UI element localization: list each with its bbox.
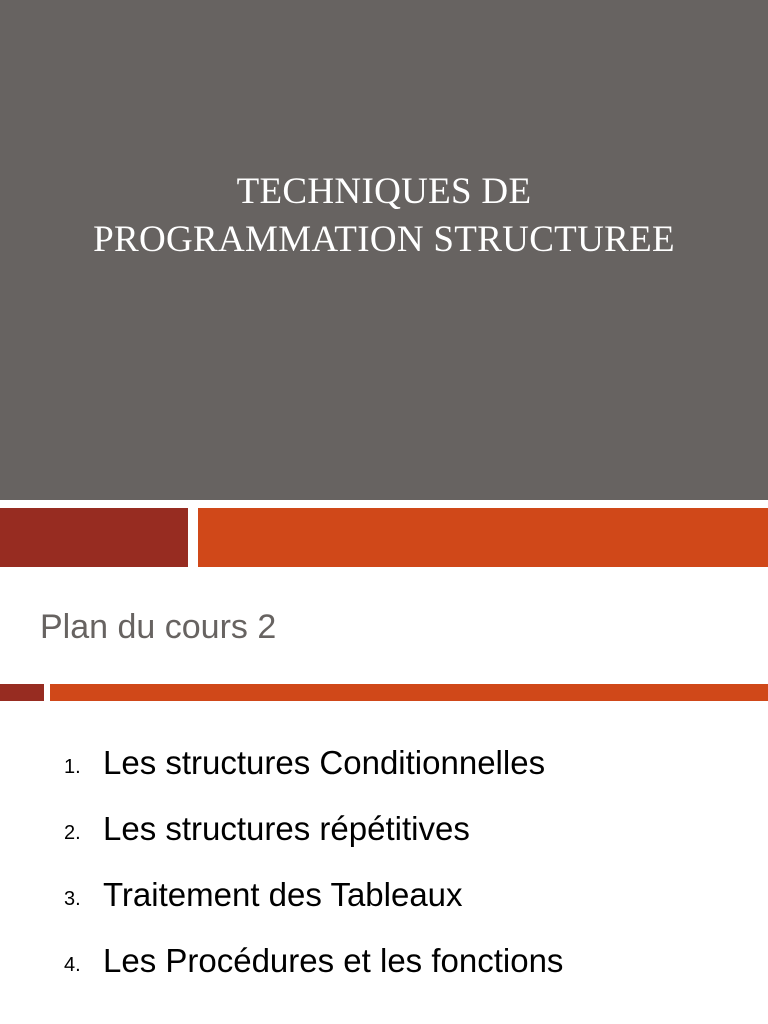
list-item bbox=[0, 801, 768, 867]
section-title: Plan du cours 2 bbox=[40, 608, 277, 646]
slide-title-line-2: PROGRAMMATION STRUCTUREE bbox=[93, 219, 675, 260]
accent-bar-right bbox=[198, 508, 768, 567]
list-item-number: 3. bbox=[64, 888, 81, 910]
divider-bar-right bbox=[50, 684, 768, 701]
list-item-text: Traitement des Tableaux bbox=[103, 876, 463, 913]
list-item-text: Les structures Conditionnelles bbox=[103, 744, 546, 781]
accent-bar-left bbox=[0, 508, 188, 567]
list-item-text: Les structures répétitives bbox=[103, 810, 470, 847]
plan-list bbox=[0, 735, 768, 999]
list-item-text: Les Procédures et les fonctions bbox=[103, 942, 564, 979]
list-item bbox=[0, 933, 768, 999]
divider-bar-left bbox=[0, 684, 44, 701]
title-slide-panel bbox=[0, 0, 768, 500]
list-item bbox=[0, 735, 768, 801]
slide-title-line-1: TECHNIQUES DE bbox=[236, 171, 532, 212]
slide-title bbox=[0, 168, 768, 264]
list-item-number: 4. bbox=[64, 954, 81, 976]
list-item-number: 2. bbox=[64, 822, 81, 844]
list-item-number: 1. bbox=[64, 756, 81, 778]
list-item bbox=[0, 867, 768, 933]
